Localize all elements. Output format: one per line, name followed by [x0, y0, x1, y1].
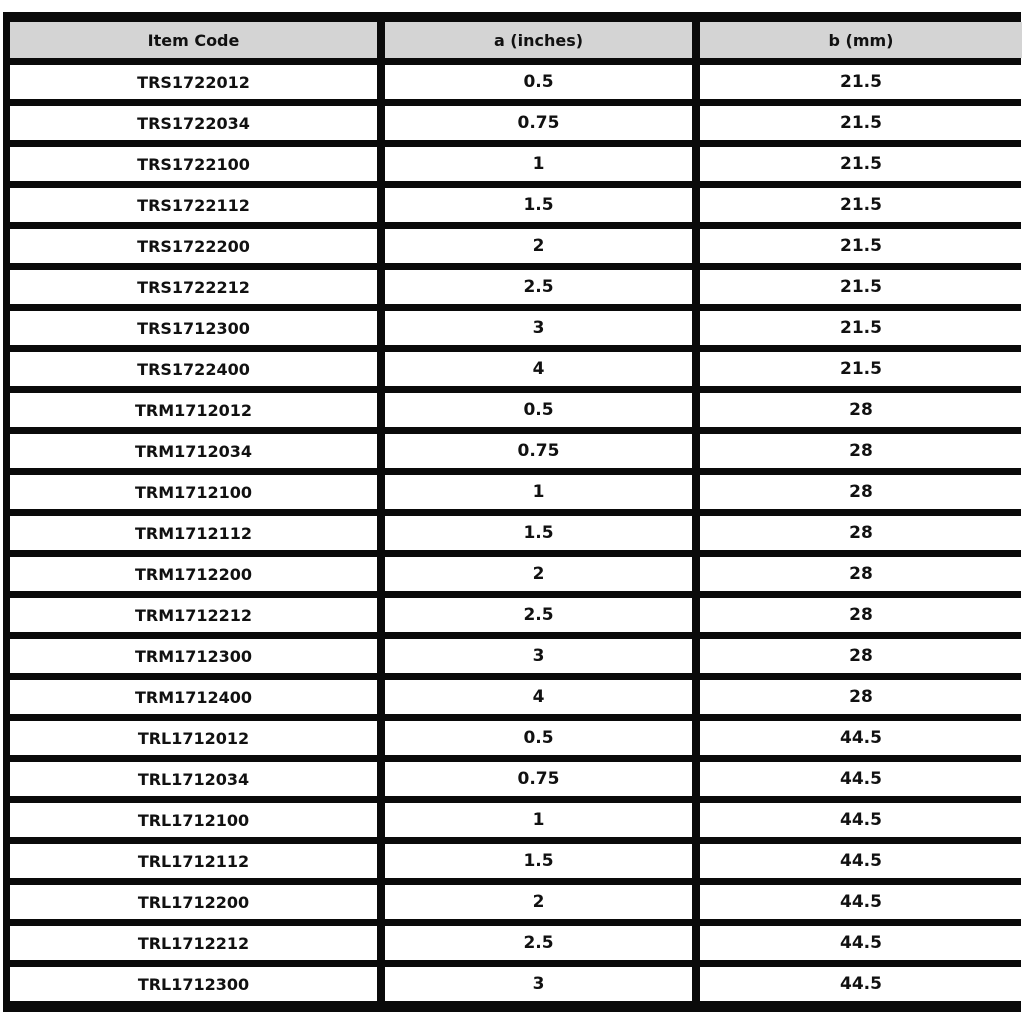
a-inches-cell: 3 [385, 639, 692, 673]
table-row [10, 393, 1022, 427]
table-row [10, 352, 1022, 386]
b-mm-cell: 21.5 [700, 270, 1022, 304]
item-code-cell: TRL1712300 [10, 967, 377, 1001]
table-row [10, 516, 1022, 550]
item-code-cell: TRS1722112 [10, 188, 377, 222]
table-row [10, 188, 1022, 222]
spec-table-frame [3, 12, 1021, 1012]
table-row [10, 885, 1022, 919]
b-mm-cell: 28 [700, 639, 1022, 673]
item-code-cell: TRS1722034 [10, 106, 377, 140]
a-inches-cell: 0.75 [385, 106, 692, 140]
item-code-cell: TRS1722012 [10, 65, 377, 99]
header-a-inches: a (inches) [385, 22, 692, 58]
header-item-code: Item Code [10, 22, 377, 58]
b-mm-cell: 28 [700, 475, 1022, 509]
b-mm-cell: 44.5 [700, 926, 1022, 960]
item-code-cell: TRM1712300 [10, 639, 377, 673]
table-row [10, 557, 1022, 591]
b-mm-cell: 21.5 [700, 106, 1022, 140]
item-code-cell: TRS1722400 [10, 352, 377, 386]
b-mm-cell: 21.5 [700, 352, 1022, 386]
header-row [10, 22, 1022, 58]
a-inches-cell: 2.5 [385, 270, 692, 304]
item-code-cell: TRL1712034 [10, 762, 377, 796]
b-mm-cell: 28 [700, 516, 1022, 550]
table-row [10, 926, 1022, 960]
a-inches-cell: 0.5 [385, 65, 692, 99]
a-inches-cell: 0.5 [385, 393, 692, 427]
a-inches-cell: 2 [385, 557, 692, 591]
a-inches-cell: 0.5 [385, 721, 692, 755]
b-mm-cell: 21.5 [700, 188, 1022, 222]
table-row [10, 229, 1022, 263]
a-inches-cell: 0.75 [385, 434, 692, 468]
table-row [10, 680, 1022, 714]
table-row [10, 803, 1022, 837]
a-inches-cell: 2.5 [385, 598, 692, 632]
table-row [10, 475, 1022, 509]
item-code-cell: TRS1722212 [10, 270, 377, 304]
item-code-cell: TRM1712100 [10, 475, 377, 509]
b-mm-cell: 21.5 [700, 229, 1022, 263]
a-inches-cell: 1.5 [385, 516, 692, 550]
b-mm-cell: 44.5 [700, 885, 1022, 919]
a-inches-cell: 3 [385, 967, 692, 1001]
table-row [10, 147, 1022, 181]
table-row [10, 844, 1022, 878]
a-inches-cell: 2 [385, 885, 692, 919]
a-inches-cell: 1 [385, 475, 692, 509]
a-inches-cell: 2 [385, 229, 692, 263]
a-inches-cell: 1 [385, 147, 692, 181]
b-mm-cell: 28 [700, 557, 1022, 591]
table-row [10, 106, 1022, 140]
spec-table [2, 15, 1024, 1008]
table-row [10, 762, 1022, 796]
item-code-cell: TRL1712012 [10, 721, 377, 755]
b-mm-cell: 44.5 [700, 844, 1022, 878]
b-mm-cell: 21.5 [700, 311, 1022, 345]
a-inches-cell: 2.5 [385, 926, 692, 960]
item-code-cell: TRL1712212 [10, 926, 377, 960]
b-mm-cell: 44.5 [700, 762, 1022, 796]
item-code-cell: TRL1712112 [10, 844, 377, 878]
item-code-cell: TRM1712012 [10, 393, 377, 427]
item-code-cell: TRM1712400 [10, 680, 377, 714]
b-mm-cell: 21.5 [700, 65, 1022, 99]
a-inches-cell: 4 [385, 352, 692, 386]
a-inches-cell: 3 [385, 311, 692, 345]
b-mm-cell: 28 [700, 598, 1022, 632]
table-row [10, 598, 1022, 632]
table-row [10, 311, 1022, 345]
table-row [10, 270, 1022, 304]
table-row [10, 434, 1022, 468]
a-inches-cell: 1.5 [385, 844, 692, 878]
item-code-cell: TRM1712212 [10, 598, 377, 632]
item-code-cell: TRM1712112 [10, 516, 377, 550]
item-code-cell: TRS1722200 [10, 229, 377, 263]
b-mm-cell: 44.5 [700, 967, 1022, 1001]
b-mm-cell: 21.5 [700, 147, 1022, 181]
item-code-cell: TRL1712200 [10, 885, 377, 919]
table-row [10, 65, 1022, 99]
item-code-cell: TRS1712300 [10, 311, 377, 345]
item-code-cell: TRS1722100 [10, 147, 377, 181]
b-mm-cell: 28 [700, 393, 1022, 427]
a-inches-cell: 4 [385, 680, 692, 714]
a-inches-cell: 1.5 [385, 188, 692, 222]
item-code-cell: TRM1712034 [10, 434, 377, 468]
item-code-cell: TRL1712100 [10, 803, 377, 837]
b-mm-cell: 44.5 [700, 803, 1022, 837]
table-row [10, 639, 1022, 673]
a-inches-cell: 0.75 [385, 762, 692, 796]
a-inches-cell: 1 [385, 803, 692, 837]
table-row [10, 721, 1022, 755]
b-mm-cell: 44.5 [700, 721, 1022, 755]
b-mm-cell: 28 [700, 434, 1022, 468]
item-code-cell: TRM1712200 [10, 557, 377, 591]
header-b-mm: b (mm) [700, 22, 1022, 58]
b-mm-cell: 28 [700, 680, 1022, 714]
table-row [10, 967, 1022, 1001]
